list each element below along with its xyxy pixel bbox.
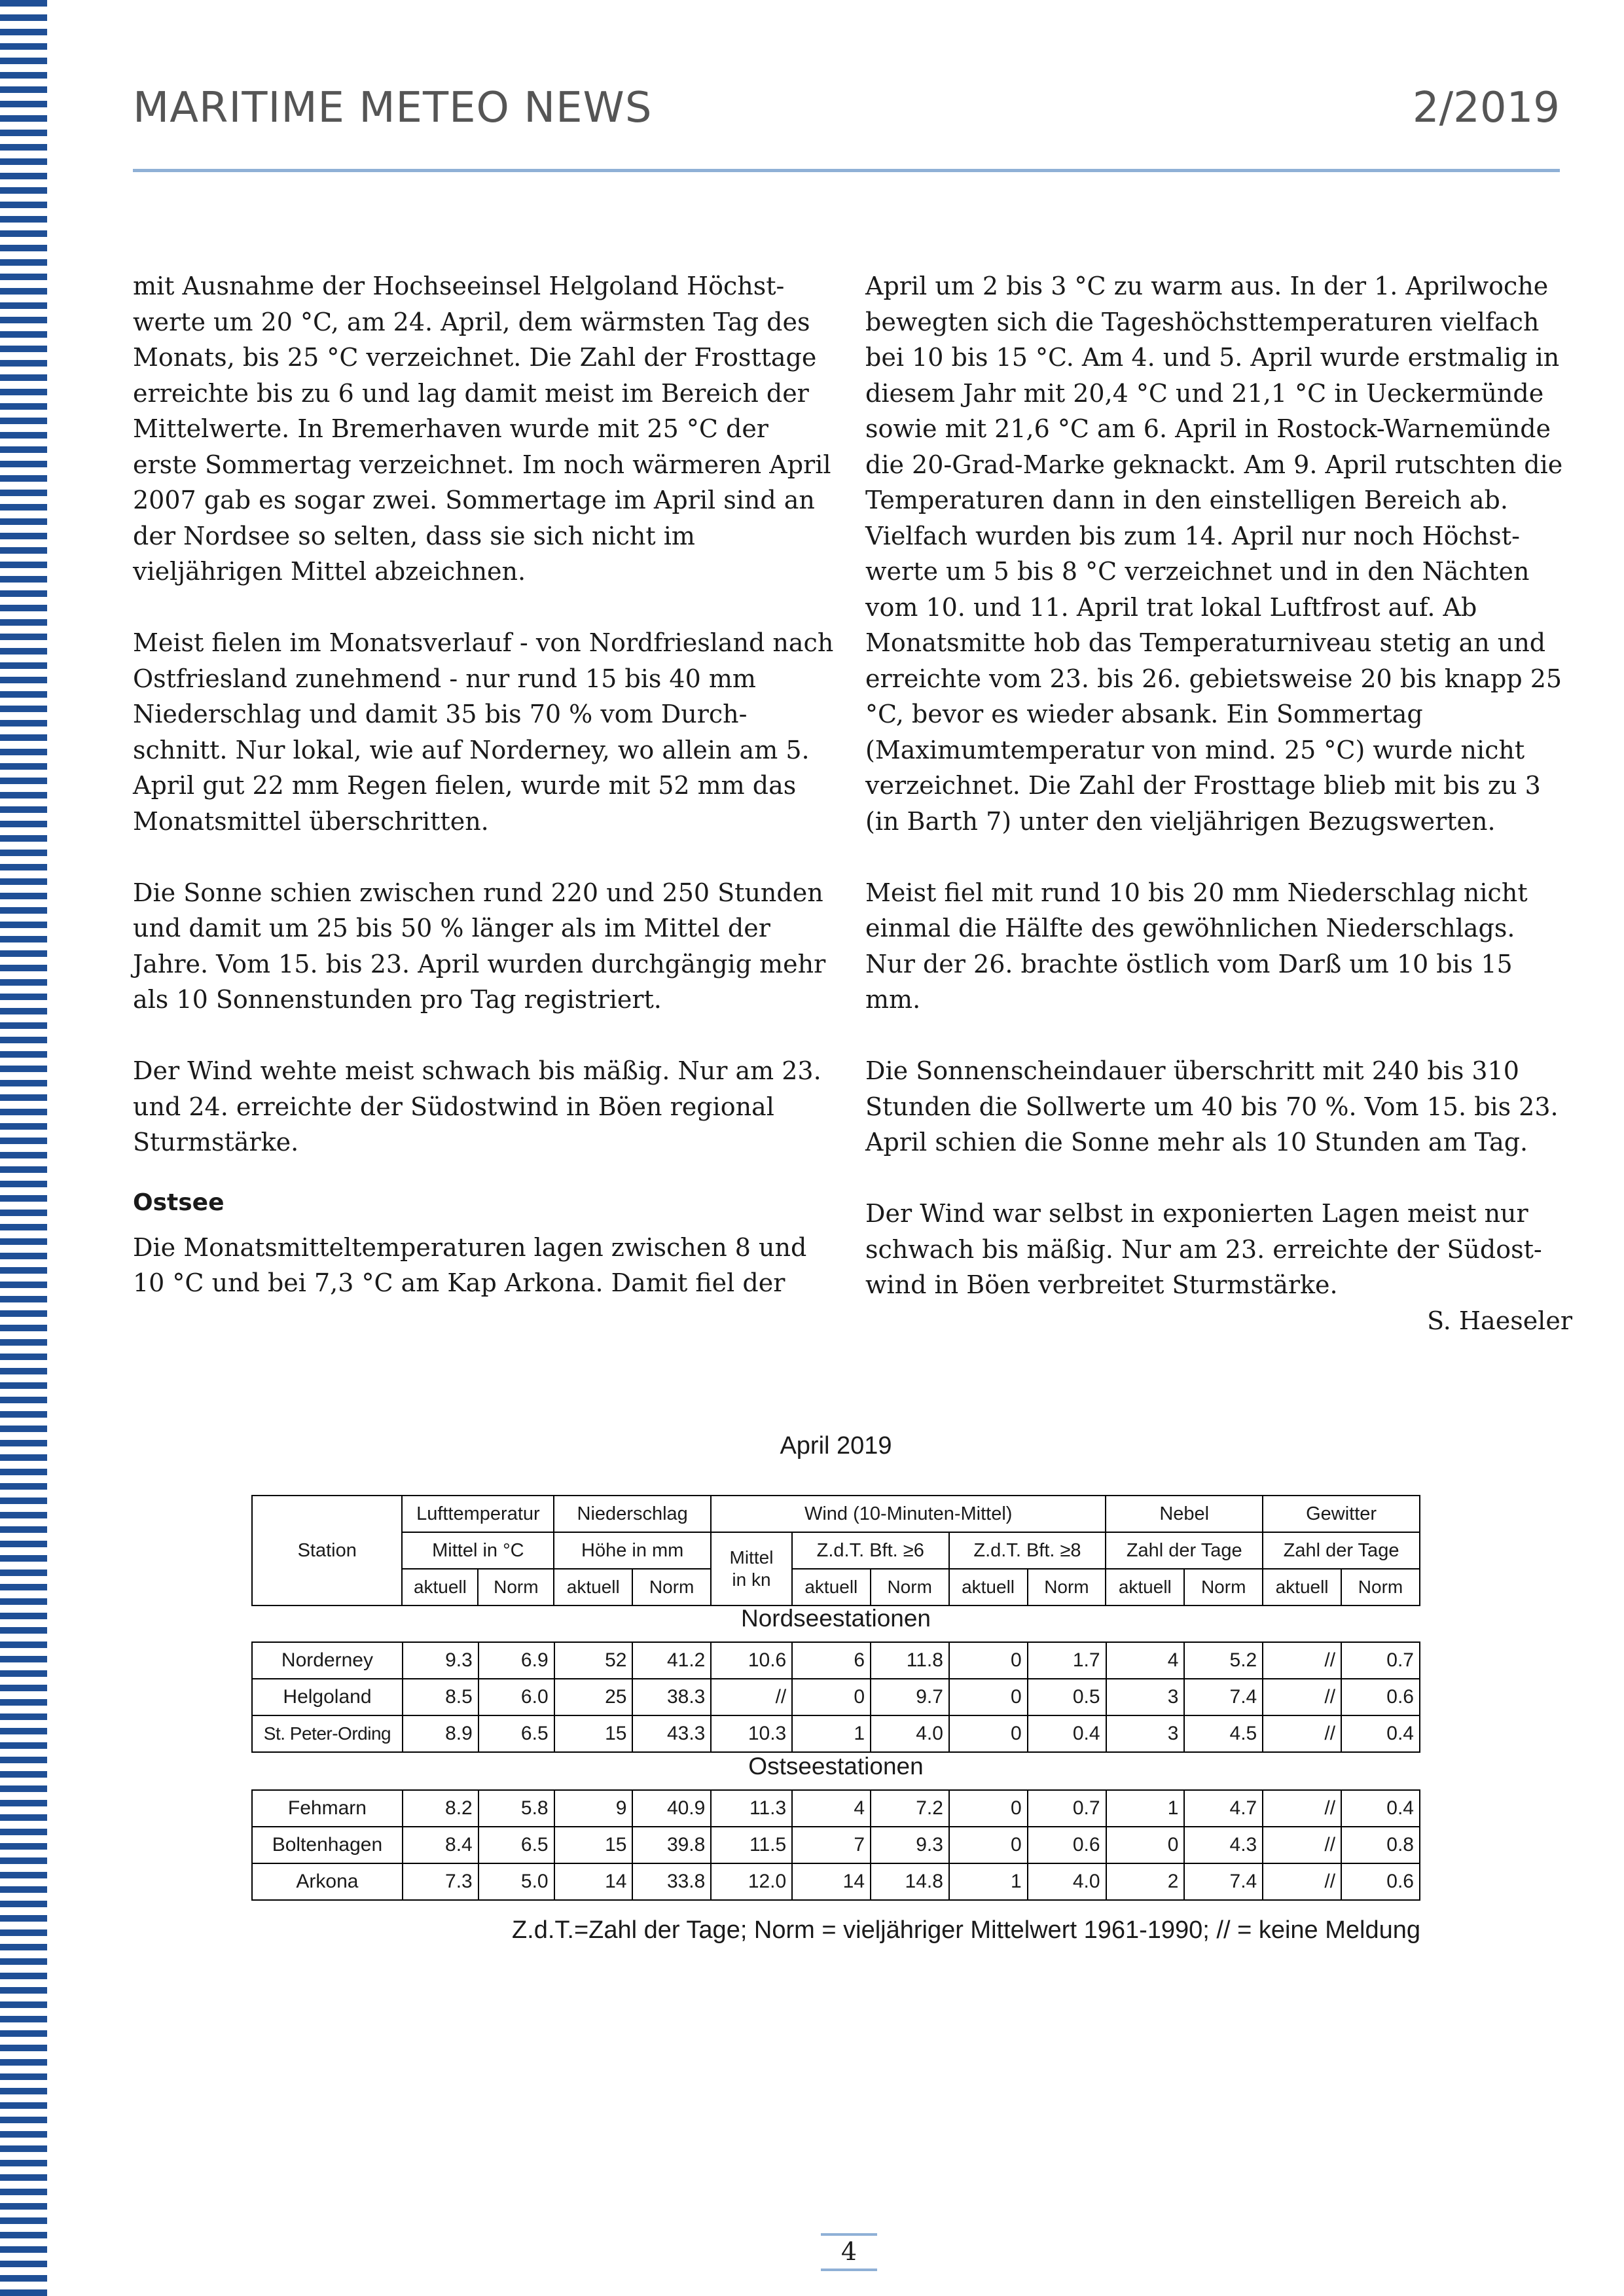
value-cell: 0 [1106,1827,1185,1863]
page-header [133,84,1560,136]
table-header [251,1495,1420,1606]
station-cell: Arkona [252,1863,403,1900]
value-cell: // [1263,1863,1341,1900]
header-norm: Norm [871,1569,949,1605]
value-cell: 33.8 [632,1863,711,1900]
author: S. Haeseler [1427,1306,1572,1335]
value-cell: 7.3 [403,1863,478,1900]
value-cell: 0 [949,1679,1028,1715]
table-row [252,1790,1420,1827]
value-cell: 4.3 [1184,1827,1263,1863]
value-cell: 0.6 [1341,1863,1420,1900]
value-cell: 2 [1106,1863,1185,1900]
value-cell: 8.4 [403,1827,478,1863]
header-bft8: Z.d.T. Bft. ≥8 [949,1532,1106,1569]
header-mittel-c: Mittel in °C [402,1532,554,1569]
section-heading: Ostsee [133,1189,225,1216]
value-cell: 0.5 [1028,1679,1106,1715]
header-norm: Norm [1028,1569,1106,1605]
header-nebel-tage: Zahl der Tage [1106,1532,1263,1569]
value-cell: 7.4 [1184,1863,1263,1900]
value-cell: 14 [554,1863,633,1900]
value-cell: 5.8 [478,1790,554,1827]
table-row [252,1642,1420,1679]
paragraph: Der Wind war selbst in exponierten Lagen meist nur schwach bis mäßig. Nur am 23. erreichte der Südost-wind in Böen verbreitet Sturmstärke. [865,1199,1542,1299]
table-row [252,1715,1420,1752]
value-cell: 4 [1106,1642,1185,1679]
value-cell: 6.9 [478,1642,554,1679]
value-cell: 0.7 [1028,1790,1106,1827]
station-cell: St. Peter-Ording [252,1715,403,1752]
header-aktuell: aktuell [554,1569,632,1605]
value-cell: 11.8 [871,1642,949,1679]
station-cell: Norderney [252,1642,403,1679]
header-wind-mittel [711,1532,792,1605]
header-norm: Norm [1184,1569,1263,1605]
header-norm: Norm [478,1569,554,1605]
value-cell: 25 [554,1679,633,1715]
value-cell: 11.3 [711,1790,792,1827]
value-cell: 0 [949,1827,1028,1863]
header-norm: Norm [632,1569,711,1605]
value-cell: 10.6 [711,1642,792,1679]
value-cell: 0.4 [1028,1715,1106,1752]
paragraph: April um 2 bis 3 °C zu warm aus. In der 1. Aprilwoche bewegten sich die Tageshöchsttemperaturen vielfach bei 10 bis 15 °C. Am 4. und 5. April wurde erstmalig in diesem Jahr mit 20,4 °C und 21,1 °C in Ueckermünde sowie mit 21,6 °C am 6. April in Rostock-Warnemünde die 20-Grad-Marke geknackt. Am 9. April rutschten die Temperaturen dann in den einstelligen Bereich ab. Vielfach wurden bis zum 14. April nur noch Höchst-werte um 5 bis 8 °C verzeichnet und in den Nächten vom 10. und 11. April trat lokal Luftfrost auf. Ab Monatsmitte hob das Temperaturniveau stetig an und erreichte vom 23. bis 26. gebietsweise 20 bis knapp 25 °C, bevor es wieder absank. Ein Sommertag (Maximumtemperatur von mind. 25 °C) wurde nicht verzeichnet. Die Zahl der Frosttage blieb mit bis zu 3 (in Barth 7) unter den vieljährigen Bezugswerten. [865,272,1563,836]
value-cell: 1.7 [1028,1642,1106,1679]
value-cell: 15 [554,1715,633,1752]
header-bft6: Z.d.T. Bft. ≥6 [792,1532,949,1569]
paragraph: Die Sonnenscheindauer überschritt mit 240 bis 310 Stunden die Sollwerte um 40 bis 70 %. Vom 15. bis 23. April schien die Sonne mehr als 10 Stunden am Tag. [865,1056,1559,1157]
value-cell: 0.8 [1341,1827,1420,1863]
value-cell: 6.0 [478,1679,554,1715]
header-wind-mittel-line2: in kn [732,1570,771,1590]
header-niederschlag: Niederschlag [554,1496,711,1532]
value-cell: 0.4 [1341,1715,1420,1752]
paragraph: Der Wind wehte meist schwach bis mäßig. Nur am 23. und 24. erreichte der Südostwind in Böen regional Sturmstärke. [133,1056,821,1157]
paragraph: Meist fiel mit rund 10 bis 20 mm Niederschlag nicht einmal die Hälfte des gewöhnlichen Niederschlags. Nur der 26. brachte östlich vom Darß um 10 bis 15 mm. [865,878,1528,1014]
value-cell: 9.3 [403,1642,478,1679]
header-norm: Norm [1341,1569,1420,1605]
value-cell: 9.3 [871,1827,949,1863]
value-cell: // [1263,1642,1341,1679]
value-cell: 0 [949,1642,1028,1679]
header-wind-mittel-line1: Mittel [729,1547,774,1568]
table-nordsee [251,1641,1420,1753]
magazine-title: MARITIME METEO NEWS [133,84,653,132]
value-cell: // [1263,1790,1341,1827]
station-cell: Boltenhagen [252,1827,403,1863]
value-cell: 4 [792,1790,871,1827]
page-number-rule-top [821,2233,877,2236]
value-cell: 8.2 [403,1790,478,1827]
value-cell: 8.9 [403,1715,478,1752]
section-label-nordsee: Nordseestationen [740,1605,931,1632]
table-ostsee [251,1789,1420,1901]
value-cell: // [1263,1715,1341,1752]
section-label-ostsee: Ostseestationen [748,1753,924,1780]
value-cell: 0 [949,1715,1028,1752]
value-cell: 7 [792,1827,871,1863]
header-aktuell: aktuell [1263,1569,1341,1605]
right-column [865,268,1572,1374]
value-cell: 4.0 [1028,1863,1106,1900]
table-row [252,1827,1420,1863]
value-cell: 15 [554,1827,633,1863]
value-cell: 0 [949,1790,1028,1827]
value-cell: 9.7 [871,1679,949,1715]
value-cell: 5.2 [1184,1642,1263,1679]
value-cell: 11.5 [711,1827,792,1863]
header-aktuell: aktuell [949,1569,1028,1605]
value-cell: 6.5 [478,1715,554,1752]
value-cell: 12.0 [711,1863,792,1900]
value-cell: 4.7 [1184,1790,1263,1827]
value-cell: 4.5 [1184,1715,1263,1752]
value-cell: 7.4 [1184,1679,1263,1715]
value-cell: 14 [792,1863,871,1900]
station-cell: Fehmarn [252,1790,403,1827]
page-number-box [821,2233,877,2271]
value-cell: 0.6 [1028,1827,1106,1863]
value-cell: 14.8 [871,1863,949,1900]
left-column [133,268,840,1301]
value-cell: 8.5 [403,1679,478,1715]
value-cell: 1 [792,1715,871,1752]
header-aktuell: aktuell [792,1569,871,1605]
value-cell: 3 [1106,1679,1185,1715]
value-cell: 0.4 [1341,1790,1420,1827]
value-cell: 41.2 [632,1642,711,1679]
header-lufttemperatur: Lufttemperatur [402,1496,554,1532]
value-cell: 38.3 [632,1679,711,1715]
header-gewitter-tage: Zahl der Tage [1263,1532,1420,1569]
header-nebel: Nebel [1106,1496,1263,1532]
value-cell: 7.2 [871,1790,949,1827]
value-cell: 0.6 [1341,1679,1420,1715]
value-cell: 43.3 [632,1715,711,1752]
table-row [252,1679,1420,1715]
value-cell: 0.7 [1341,1642,1420,1679]
page-number-rule-bottom [821,2269,877,2271]
header-aktuell: aktuell [1106,1569,1184,1605]
value-cell: 1 [1106,1790,1185,1827]
decorative-side-stripes [0,0,47,2296]
page-number: 4 [840,2237,857,2266]
value-cell: 5.0 [478,1863,554,1900]
value-cell: 1 [949,1863,1028,1900]
value-cell: // [1263,1679,1341,1715]
value-cell: 4.0 [871,1715,949,1752]
header-hoehe-mm: Höhe in mm [554,1532,711,1569]
value-cell: 10.3 [711,1715,792,1752]
value-cell: // [1263,1827,1341,1863]
table-footnote: Z.d.T.=Zahl der Tage; Norm = vieljähriger Mittelwert 1961-1990; // = keine Meldung [511,1916,1420,1944]
paragraph: Die Sonne schien zwischen rund 220 und 250 Stunden und damit um 25 bis 50 % länger als im Mittel der Jahre. Vom 15. bis 23. April wurden durchgängig mehr als 10 Sonnenstunden pro Tag registriert. [133,878,826,1014]
value-cell: 39.8 [632,1827,711,1863]
issue-number: 2/2019 [1412,84,1560,132]
value-cell: 52 [554,1642,633,1679]
header-rule [133,169,1560,172]
paragraph: Die Monatsmitteltemperaturen lagen zwischen 8 und 10 °C und bei 7,3 °C am Kap Arkona. Damit fiel der [133,1232,807,1297]
station-cell: Helgoland [252,1679,403,1715]
value-cell: 6.5 [478,1827,554,1863]
header-station: Station [252,1496,402,1605]
value-cell: 9 [554,1790,633,1827]
header-gewitter: Gewitter [1263,1496,1420,1532]
value-cell: 6 [792,1642,871,1679]
value-cell: 40.9 [632,1790,711,1827]
value-cell: 3 [1106,1715,1185,1752]
table-row [252,1863,1420,1900]
paragraph: mit Ausnahme der Hochseeinsel Helgoland Höchst-werte um 20 °C, am 24. April, dem wärmsten Tag des Monats, bis 25 °C verzeichnet. Die Zahl der Frosttage erreichte bis zu 6 und lag damit meist im Bereich der Mittelwerte. In Bremerhaven wurde mit 25 °C der erste Sommertag verzeichnet. Im noch wärmeren April 2007 gab es sogar zwei. Sommertage im April sind an der Nordsee so selten, dass sie sich nicht im vieljährigen Mittel abzeichnen. [133,272,831,586]
table-title: April 2019 [780,1432,892,1460]
paragraph: Meist fielen im Monatsverlauf - von Nordfriesland nach Ostfriesland zunehmend - nur rund 15 bis 40 mm Niederschlag und damit 35 bis 70 % vom Durch-schnitt. Nur lokal, wie auf Norderney, wo allein am 5. April gut 22 mm Regen fielen, wurde mit 52 mm das Monatsmittel überschritten. [133,628,834,836]
value-cell: 0 [792,1679,871,1715]
header-wind: Wind (10-Minuten-Mittel) [711,1496,1106,1532]
header-aktuell: aktuell [402,1569,478,1605]
value-cell: // [711,1679,792,1715]
